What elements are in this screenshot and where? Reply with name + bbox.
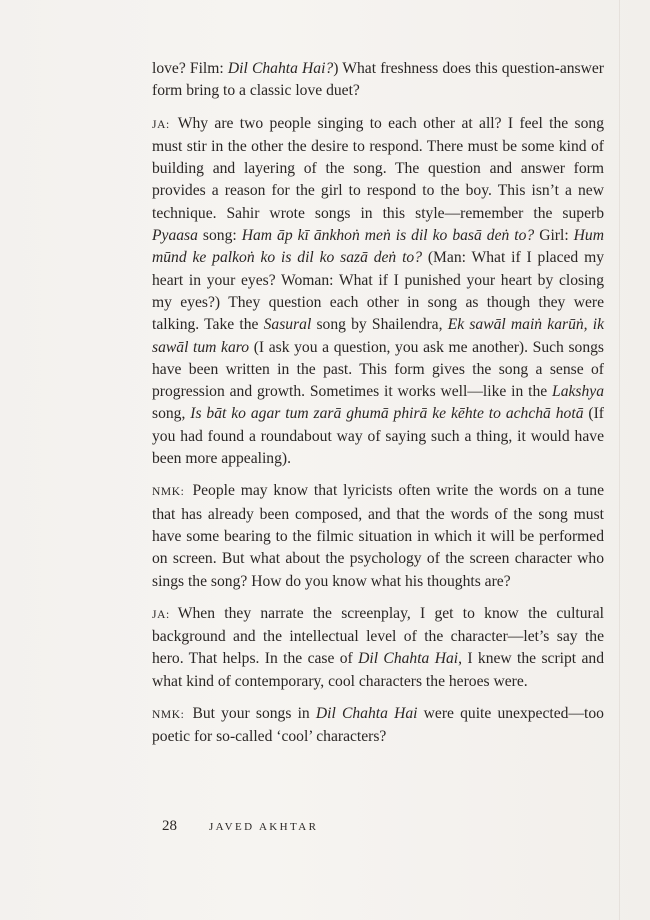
- italic-title: Dil Chahta Hai?: [227, 60, 334, 77]
- italic-title: Dil Chahta Hai: [315, 705, 418, 723]
- running-head: JAVED AKHTAR: [209, 821, 319, 833]
- italic-title: Ham āp kī ānkhoṅ meṅ is dil ko basā deṅ to?: [241, 227, 535, 245]
- italic-title: Is bāt ko agar tum zarā ghumā phirā ke kēhte to achchā hotā: [190, 405, 584, 423]
- italic-title: Hum mūnd ke palkoṅ ko is dil ko sazā deṅ to?: [152, 227, 604, 267]
- text-run: , I knew the script and what kind of contemporary, cool characters the heroes were.: [152, 650, 604, 690]
- italic-title: Lakshya: [552, 383, 604, 401]
- paragraph: [152, 603, 604, 693]
- paragraph: [152, 480, 604, 592]
- italic-title: Pyaasa: [152, 227, 198, 245]
- text-run: (If you had found a roundabout way of saying such a thing, it would have been more appealing).: [152, 405, 604, 468]
- page-edge-line: [619, 0, 620, 920]
- text-run: song:: [197, 227, 242, 245]
- paragraph: [152, 113, 604, 471]
- text-run: Girl:: [534, 227, 574, 245]
- italic-title: Dil Chahta Hai: [358, 650, 459, 668]
- text-run: love? Film:: [152, 60, 228, 77]
- text-run: song by Shailendra,: [311, 316, 448, 334]
- text-run: Why are two people singing to each other at all? I feel the song must stir in the other the desire to respond. There must be some kind of building and layering of the song. The question and answer form provides a reason for the girl to respond to the boy. This isn’t a new technique. Sahir wrote songs in this style—remember the superb: [152, 114, 604, 222]
- text-run: People may know that lyricists often write the words on a tune that has already been composed, and that the words of the song must have some bearing to the filmic situation in which it will be performed on screen. But what about the psychology of the screen character who sings the song? How do you know what his thoughts are?: [152, 482, 604, 590]
- italic-title: Sasural: [263, 316, 312, 334]
- text-run: (Man: What if I placed my heart in your eyes? Woman: What if I punished your heart by closing my eyes?) They question each other in song as though they were talking. Take the: [152, 249, 604, 334]
- paragraph: [152, 703, 604, 749]
- speaker-label: JA:: [152, 608, 170, 621]
- text-run: were quite unexpected—too poetic for so-called ‘cool’ characters?: [152, 705, 604, 746]
- text-run: ) What freshness does this question-answer form bring to a classic love duet?: [152, 60, 604, 100]
- text-run: But your songs in: [192, 705, 316, 723]
- text-run: (I ask you a question, you ask me another). Such songs have been written in the past. This form gives the song a sense of progression and growth. Sometimes it works well—like in the: [152, 338, 605, 401]
- speaker-label: NMK:: [152, 709, 185, 722]
- text-run: When they narrate the screenplay, I get to know the cultural background and the intellectual level of the character—let’s say the hero. That helps. In the case of: [152, 604, 604, 668]
- interview-text: [152, 58, 604, 759]
- text-run: song,: [152, 405, 191, 423]
- page-number: 28: [162, 818, 177, 834]
- speaker-label: JA:: [152, 118, 170, 131]
- speaker-label: NMK:: [152, 486, 185, 499]
- italic-title: Ek sawāl maiṅ karūṅ, ik sawāl tum karo: [152, 316, 605, 356]
- paragraph: [152, 58, 604, 103]
- page-footer: [162, 818, 318, 835]
